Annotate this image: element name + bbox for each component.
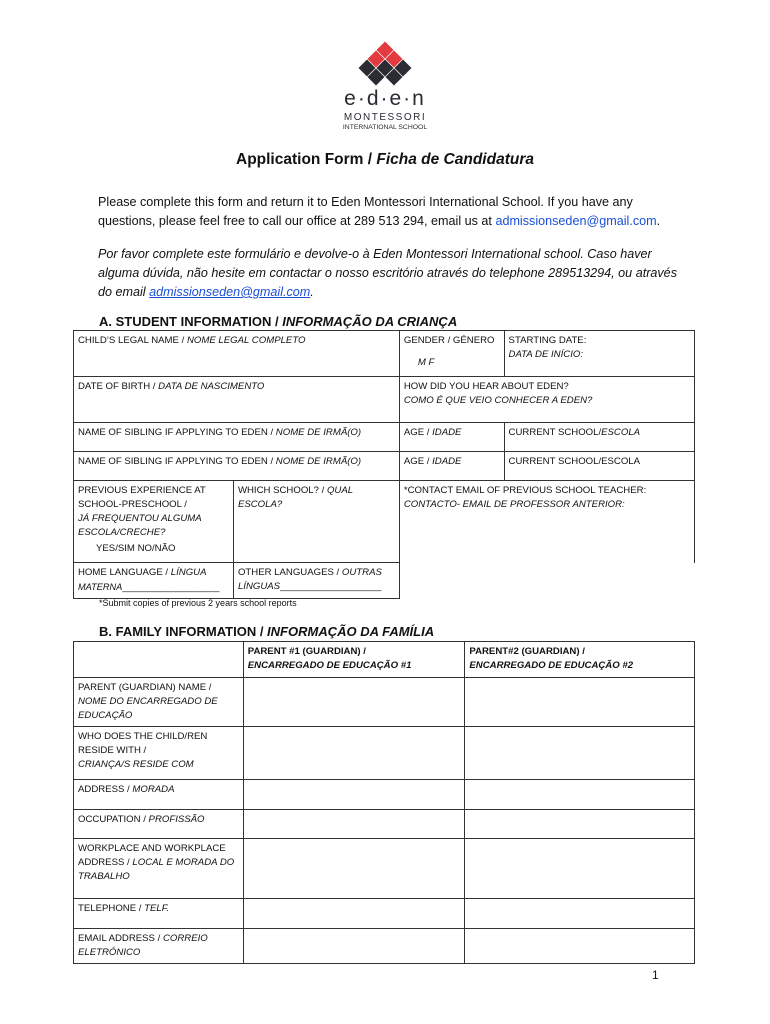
table-row <box>74 929 695 964</box>
sibling-school-field[interactable]: CURRENT SCHOOL/ESCOLA <box>504 423 694 452</box>
telephone-label: TELEPHONE / TELF. <box>74 899 244 929</box>
table-row <box>74 642 695 678</box>
table-row <box>74 678 695 727</box>
table-row <box>74 839 695 899</box>
table-row <box>74 452 695 481</box>
parent2-telephone-input[interactable] <box>465 899 695 929</box>
reports-note: *Submit copies of previous 2 years school reports <box>99 598 297 608</box>
table-row <box>74 377 695 423</box>
parent2-email-input[interactable] <box>465 929 695 964</box>
sibling2-name-field[interactable]: NAME OF SIBLING IF APPLYING TO EDEN / NOME DE IRMÃ(O) <box>74 452 400 481</box>
heard-about-field[interactable]: HOW DID YOU HEAR ABOUT EDEN? COMO É QUE VEIO CONHECER A EDEN? <box>399 377 694 423</box>
email-link[interactable]: admissionseden@gmail.com <box>495 214 657 228</box>
table-row <box>74 481 695 563</box>
parent2-occupation-input[interactable] <box>465 810 695 839</box>
which-school-field[interactable]: WHICH SCHOOL? / QUAL ESCOLA? <box>233 481 399 563</box>
sibling-name-field[interactable]: NAME OF SIBLING IF APPLYING TO EDEN / NOME DE IRMÃ(O) <box>74 423 400 452</box>
page-title: Application Form / Ficha de Candidatura <box>236 151 534 168</box>
sibling2-age-field[interactable]: AGE / IDADE <box>399 452 504 481</box>
parent2-resides-input[interactable] <box>465 727 695 780</box>
parent1-telephone-input[interactable] <box>243 899 465 929</box>
school-logo <box>330 40 440 135</box>
home-language-field[interactable]: HOME LANGUAGE / LÍNGUA MATERNA___________________ <box>74 563 234 599</box>
parent1-header: PARENT #1 (GUARDIAN) / ENCARREGADO DE EDUCAÇÃO #1 <box>243 642 465 678</box>
table-row <box>74 563 695 599</box>
parent1-name-input[interactable] <box>243 678 465 727</box>
section-a-title: A. STUDENT INFORMATION / INFORMAÇÃO DA CRIANÇA <box>99 314 458 329</box>
other-languages-field[interactable]: OTHER LANGUAGES / OUTRAS LÍNGUAS___________________ <box>233 563 399 599</box>
logo-line2: INTERNATIONAL SCHOOL <box>342 124 428 131</box>
parent1-address-input[interactable] <box>243 780 465 810</box>
gender-field[interactable]: GENDER / GÉNERO M F <box>399 331 504 377</box>
parent2-header: PARENT#2 (GUARDIAN) / ENCARREGADO DE EDUCAÇÃO #2 <box>465 642 695 678</box>
table-row <box>74 899 695 929</box>
family-info-table <box>73 641 695 964</box>
parent2-address-input[interactable] <box>465 780 695 810</box>
email-link-pt[interactable]: admissionseden@gmail.com <box>149 285 311 299</box>
parent1-workplace-input[interactable] <box>243 839 465 899</box>
address-label: ADDRESS / MORADA <box>74 780 244 810</box>
sibling-age-field[interactable]: AGE / IDADE <box>399 423 504 452</box>
page-number: 1 <box>652 968 659 982</box>
parent1-resides-input[interactable] <box>243 727 465 780</box>
resides-with-label: WHO DOES THE CHILD/REN RESIDE WITH / CRIANÇA/S RESIDE COM <box>74 727 244 780</box>
student-info-table <box>73 330 695 599</box>
intro-portuguese: Por favor complete este formulário e devolve-o à Eden Montessori International school. Caso haver alguma dúvida, não hesite em contactar o nosso escritório através do telephone 289513294, ou através do email admissionseden@gmail.com. <box>98 247 677 299</box>
logo-line1: MONTESSORI <box>343 112 427 123</box>
intro-english: Please complete this form and return it to Eden Montessori International School. If you have any questions, please feel free to call our office at 289 513 294, email us at admissionseden@gmail.com. <box>98 195 661 228</box>
teacher-contact-field[interactable]: *CONTACT EMAIL OF PREVIOUS SCHOOL TEACHER: CONTACTO- EMAIL DE PROFESSOR ANTERIOR: <box>399 481 694 563</box>
workplace-label: WORKPLACE AND WORKPLACE ADDRESS / LOCAL E MORADA DO TRABALHO <box>74 839 244 899</box>
table-row <box>74 780 695 810</box>
table-row <box>74 331 695 377</box>
section-b-title: B. FAMILY INFORMATION / INFORMAÇÃO DA FAMÍLIA <box>99 624 435 639</box>
parent2-workplace-input[interactable] <box>465 839 695 899</box>
occupation-label: OCCUPATION / PROFISSÃO <box>74 810 244 839</box>
sibling2-school-field[interactable]: CURRENT SCHOOL/ESCOLA <box>504 452 694 481</box>
dob-field[interactable]: DATE OF BIRTH / DATA DE NASCIMENTO <box>74 377 400 423</box>
child-name-field[interactable]: CHILD’S LEGAL NAME / NOME LEGAL COMPLETO <box>74 331 400 377</box>
table-row <box>74 423 695 452</box>
starting-date-field[interactable]: STARTING DATE: DATA DE INÍCIO: <box>504 331 694 377</box>
parent2-name-input[interactable] <box>465 678 695 727</box>
parent1-occupation-input[interactable] <box>243 810 465 839</box>
logo-brand: e·d·e·n <box>344 87 426 110</box>
parent1-email-input[interactable] <box>243 929 465 964</box>
previous-experience-field[interactable]: PREVIOUS EXPERIENCE AT SCHOOL-PRESCHOOL / JÁ FREQUENTOU ALGUMA ESCOLA/CRECHE? YES/SIM NO/NÃO <box>74 481 234 563</box>
email-label: EMAIL ADDRESS / CORREIO ELETRÓNICO <box>74 929 244 964</box>
table-row <box>74 810 695 839</box>
parent-name-label: PARENT (GUARDIAN) NAME / NOME DO ENCARREGADO DE EDUCAÇÃO <box>74 678 244 727</box>
table-row <box>74 727 695 780</box>
